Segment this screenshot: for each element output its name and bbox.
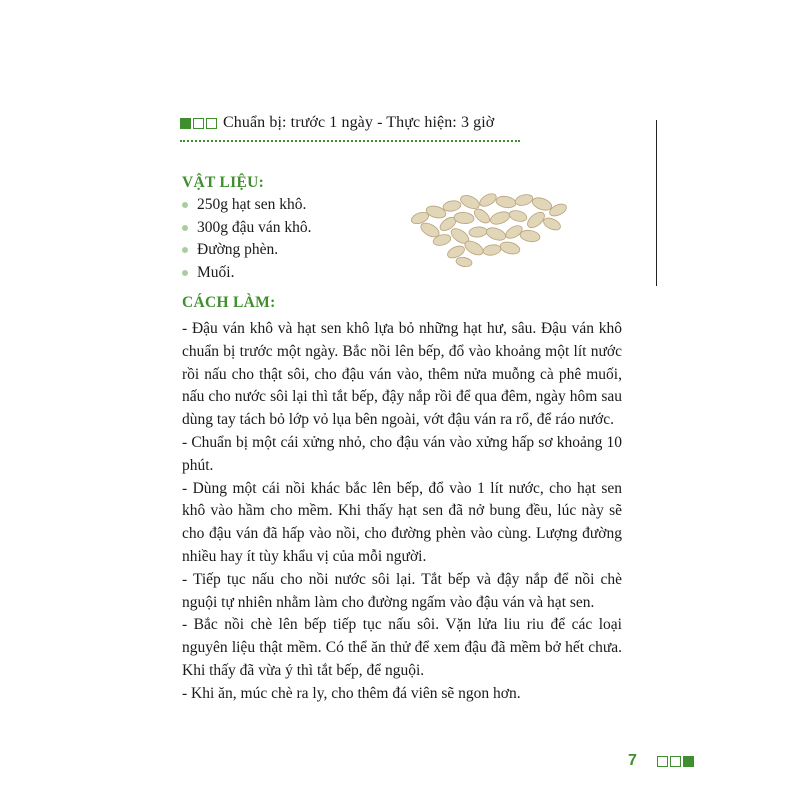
method-text bbox=[182, 318, 622, 706]
filled-square-icon bbox=[180, 118, 191, 129]
empty-square-icon bbox=[657, 756, 668, 767]
page-number: 7 bbox=[628, 752, 637, 769]
filled-square-icon bbox=[683, 756, 694, 767]
empty-square-icon bbox=[670, 756, 681, 767]
method-paragraph: - Tiếp tục nấu cho nồi nước sôi lại. Tắt bếp và đậy nắp để nồi chè nguội tự nhiên nhằm làm cho đường ngấm vào đậu ván và hạt sen. bbox=[182, 570, 622, 611]
page-edge-line bbox=[656, 120, 657, 286]
method-paragraph: - Chuẩn bị một cái xửng nhỏ, cho đậu ván vào xửng hấp sơ khoảng 10 phút. bbox=[182, 433, 622, 474]
method-paragraph: - Đậu ván khô và hạt sen khô lựa bỏ những hạt hư, sâu. Đậu ván khô chuẩn bị trước một ngày. Bắc nồi lên bếp, đổ vào khoảng một lít nước rồi nấu cho thật sôi, cho đậu ván vào, thêm nửa muỗng cà phê muối, nấu cho nước sôi lại thì tắt bếp, đậy nắp rồi để qua đêm, ngày hôm sau dùng tay tách bỏ lớp vỏ lụa bên ngoài, vớt đậu ván ra rổ, để ráo nước. bbox=[182, 320, 622, 429]
ingredients-title: VẬT LIỆU: bbox=[182, 174, 265, 191]
bullet-icon bbox=[182, 247, 188, 253]
bullet-icon bbox=[182, 225, 188, 231]
bullet-icon bbox=[182, 202, 188, 208]
page-footer bbox=[628, 752, 696, 770]
beans-image bbox=[400, 188, 580, 270]
empty-square-icon bbox=[193, 118, 204, 129]
empty-square-icon bbox=[206, 118, 217, 129]
ingredients-list bbox=[182, 194, 312, 284]
list-item: Muối. bbox=[182, 262, 312, 285]
method-paragraph: - Bắc nồi chè lên bếp tiếp tục nấu sôi. Vặn lửa liu riu để các loại nguyên liệu thật mềm. Có thể ăn thử để xem đậu đã mềm bở hết chưa. Khi thấy đã vừa ý thì tắt bếp, để nguội. bbox=[182, 616, 622, 679]
method-paragraph: - Dùng một cái nồi khác bắc lên bếp, đổ vào 1 lít nước, cho hạt sen khô vào hầm cho mềm. Khi thấy hạt sen đã nở bung đều, lúc này sẽ cho đậu ván đã hấp vào nồi, cho đường phèn vào cùng. Lượng đường nhiều hay ít tùy khẩu vị của mỗi người. bbox=[182, 479, 622, 565]
prep-time-text: Chuẩn bị: trước 1 ngày - Thực hiện: 3 giờ bbox=[223, 114, 495, 131]
dotted-divider bbox=[180, 140, 520, 142]
method-paragraph: - Khi ăn, múc chè ra ly, cho thêm đá viên sẽ ngon hơn. bbox=[182, 684, 521, 702]
bullet-icon bbox=[182, 270, 188, 276]
method-title: CÁCH LÀM: bbox=[182, 294, 276, 311]
recipe-header bbox=[180, 114, 494, 132]
list-item: Đường phèn. bbox=[182, 239, 312, 262]
list-item: 300g đậu ván khô. bbox=[182, 217, 312, 240]
list-item: 250g hạt sen khô. bbox=[182, 194, 312, 217]
